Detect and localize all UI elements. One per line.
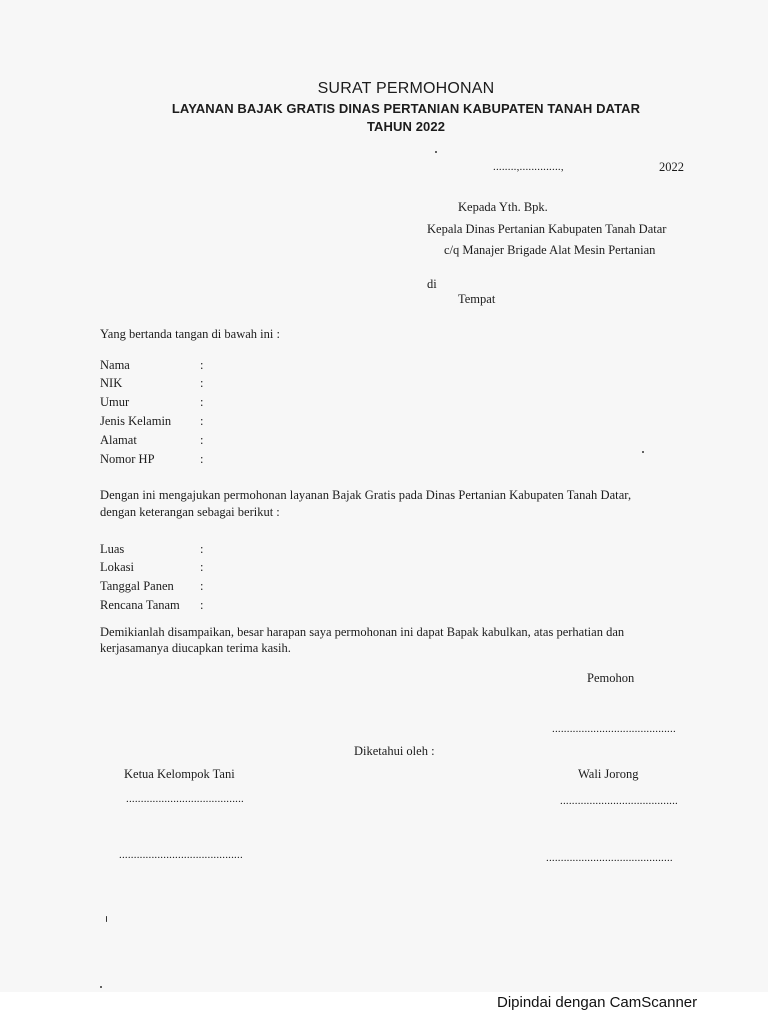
ketua-signature-line: ........................................ (126, 793, 244, 805)
pemohon-label: Pemohon (587, 671, 635, 685)
field-colon: : (200, 560, 204, 574)
recipient-di: di (427, 277, 437, 291)
scan-speck (100, 986, 102, 988)
document-year-line: TAHUN 2022 (366, 119, 446, 134)
field-colon: : (200, 414, 204, 428)
date-year: 2022 (659, 160, 684, 174)
recipient-tempat: Tempat (458, 292, 496, 306)
field-colon: : (200, 358, 204, 372)
scanner-footer (0, 992, 768, 1024)
field-label-luas: Luas (100, 542, 125, 556)
wali-jorong-label: Wali Jorong (578, 767, 639, 781)
document-subtitle: LAYANAN BAJAK GRATIS DINAS PERTANIAN KABUPATEN TANAH DATAR (171, 101, 641, 116)
field-label-nik: NIK (100, 376, 123, 390)
document-title: SURAT PERMOHONAN (317, 80, 495, 97)
scan-speck (642, 451, 644, 453)
pemohon-signature-line: .......................................... (552, 723, 676, 735)
field-colon: : (200, 542, 204, 556)
recipient-line2: c/q Manajer Brigade Alat Mesin Pertanian (444, 243, 656, 257)
scan-speck (435, 151, 437, 153)
field-colon: : (200, 395, 204, 409)
recipient-greeting: Kepada Yth. Bpk. (458, 200, 548, 214)
field-label-rencana-tanam: Rencana Tanam (100, 598, 180, 612)
ketua-kelompok-label: Ketua Kelompok Tani (124, 767, 235, 781)
wali-name-line: ........................................... (546, 852, 673, 864)
field-colon: : (200, 452, 204, 466)
request-line1: Dengan ini mengajukan permohonan layanan Bajak Gratis pada Dinas Pertanian Kabupaten Tanah Datar, (100, 488, 632, 502)
field-label-lokasi: Lokasi (100, 560, 135, 574)
scan-speck (106, 916, 107, 922)
field-label-alamat: Alamat (100, 433, 137, 447)
field-label-tanggal-panen: Tanggal Panen (100, 579, 174, 593)
field-colon: : (200, 433, 204, 447)
field-label-nomor-hp: Nomor HP (100, 452, 155, 466)
closing-line1: Demikianlah disampaikan, besar harapan saya permohonan ini dapat Bapak kabulkan, atas perhatian dan (100, 625, 625, 639)
field-label-nama: Nama (100, 358, 130, 372)
date-place-dots: ........,.............., (493, 161, 564, 173)
intro-text: Yang bertanda tangan di bawah ini : (100, 327, 280, 341)
field-colon: : (200, 579, 204, 593)
closing-line2: kerjasamanya diucapkan terima kasih. (100, 641, 291, 655)
camscanner-watermark: Dipindai dengan CamScanner (497, 994, 698, 1011)
field-label-jenis-kelamin: Jenis Kelamin (100, 414, 172, 428)
field-label-umur: Umur (100, 395, 130, 409)
field-colon: : (200, 376, 204, 390)
recipient-line1: Kepala Dinas Pertanian Kabupaten Tanah Datar (427, 222, 667, 236)
ketua-name-line: .......................................... (119, 849, 243, 861)
field-colon: : (200, 598, 204, 612)
wali-signature-line: ........................................ (560, 795, 678, 807)
diketahui-label: Diketahui oleh : (354, 744, 435, 758)
request-line2: dengan keterangan sebagai berikut : (100, 505, 280, 519)
